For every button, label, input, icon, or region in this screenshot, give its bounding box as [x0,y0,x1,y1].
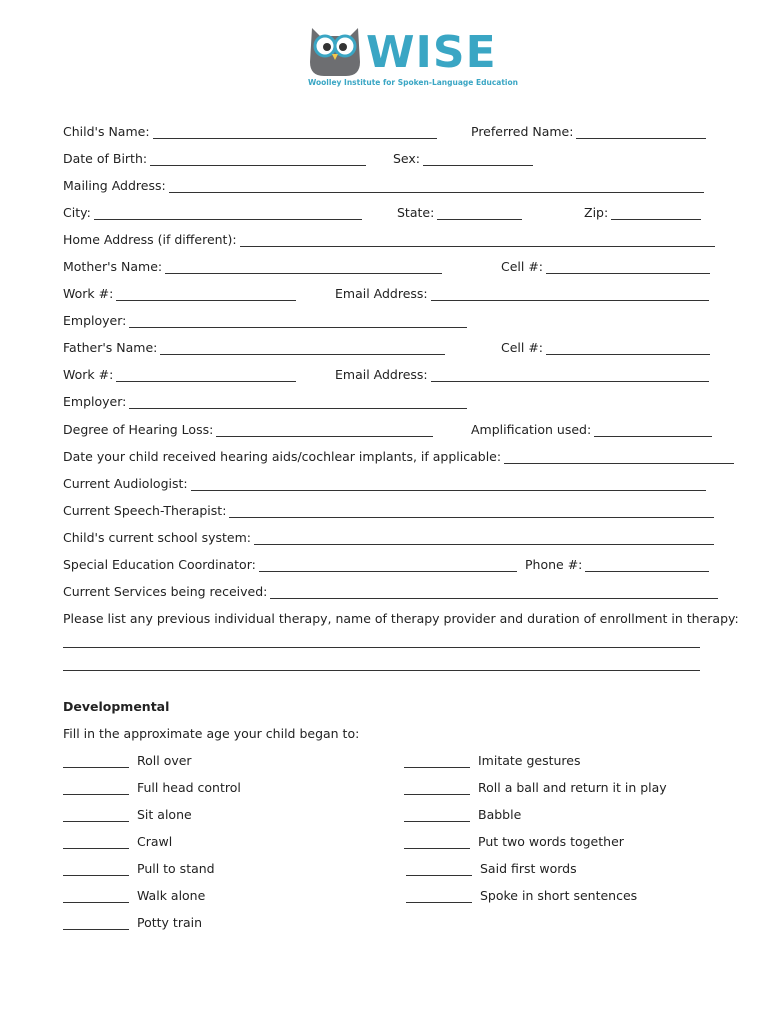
milestone-age-input[interactable] [404,756,470,768]
milestone-label: Babble [478,807,522,822]
father-cell-field [501,340,710,355]
sex-field [393,151,533,166]
services-label: Current Services being received: [63,584,268,599]
city-field [63,205,362,220]
mothers-name-field [63,259,442,274]
audiologist-label: Current Audiologist: [63,476,188,491]
phone-label: Phone #: [525,557,583,572]
milestone-left-item [63,915,202,930]
zip-field [584,205,701,220]
milestone-label: Potty train [137,915,203,930]
childs-name-input[interactable] [153,127,437,139]
milestone-label: Sit alone [137,807,192,822]
speech-therapist-label: Current Speech-Therapist: [63,503,227,518]
date-received-field [63,449,734,464]
sped-coordinator-input[interactable] [259,560,517,572]
milestone-age-input[interactable] [404,783,470,795]
hearing-loss-label: Degree of Hearing Loss: [63,422,214,437]
milestone-age-input[interactable] [404,810,470,822]
amplification-input[interactable] [594,425,712,437]
amplification-field [471,422,712,437]
milestone-label: Spoke in short sentences [480,888,638,903]
milestone-age-input[interactable] [63,810,129,822]
mother-cell-field [501,259,710,274]
milestone-label: Said first words [480,861,577,876]
fathers-name-label: Father's Name: [63,340,158,355]
father-employer-label: Employer: [63,394,127,409]
previous-therapy-line-2[interactable] [63,670,700,671]
father-email-input[interactable] [431,370,709,382]
mailing-address-input[interactable] [169,181,704,193]
hearing-loss-field [63,422,433,437]
state-field [397,205,522,220]
phone-input[interactable] [585,560,709,572]
father-email-field [335,367,709,382]
logo-subtitle: Woolley Institute for Spoken-Language Education [308,78,518,87]
father-work-field [63,367,296,382]
owl-logo-icon [306,22,364,78]
city-input[interactable] [94,208,362,220]
father-work-label: Work #: [63,367,114,382]
speech-therapist-field [63,503,714,518]
mailing-address-field [63,178,704,193]
mother-employer-input[interactable] [129,316,467,328]
milestone-right-item [404,807,521,822]
mothers-name-input[interactable] [165,262,442,274]
milestone-label: Roll over [137,753,192,768]
sped-coordinator-label: Special Education Coordinator: [63,557,256,572]
sex-input[interactable] [423,154,533,166]
father-cell-input[interactable] [546,343,710,355]
fathers-name-field [63,340,445,355]
previous-therapy-label: Please list any previous individual therapy, name of therapy provider and duration of enrollment in therapy: [63,611,739,626]
mother-cell-label: Cell #: [501,259,544,274]
father-email-label: Email Address: [335,367,428,382]
milestone-left-item [63,753,192,768]
date-received-label: Date your child received hearing aids/cochlear implants, if applicable: [63,449,502,464]
milestone-age-input[interactable] [63,918,129,930]
phone-field [525,557,709,572]
milestone-age-input[interactable] [63,864,129,876]
home-address-input[interactable] [240,235,715,247]
milestone-age-input[interactable] [404,837,470,849]
father-work-input[interactable] [116,370,296,382]
developmental-heading: Developmental [63,699,170,714]
milestone-right-item [404,834,624,849]
childs-name-label: Child's Name: [63,124,150,139]
milestone-label: Imitate gestures [478,753,581,768]
preferred-name-label: Preferred Name: [471,124,574,139]
preferred-name-field [471,124,706,139]
milestone-age-input[interactable] [406,891,472,903]
milestone-age-input[interactable] [63,783,129,795]
city-label: City: [63,205,91,220]
home-address-label: Home Address (if different): [63,232,237,247]
previous-therapy-line-1[interactable] [63,647,700,648]
milestone-left-item [63,780,241,795]
milestone-label: Full head control [137,780,241,795]
dob-input[interactable] [150,154,366,166]
milestone-age-input[interactable] [63,756,129,768]
milestone-label: Pull to stand [137,861,215,876]
mother-work-label: Work #: [63,286,114,301]
milestone-left-item [63,888,205,903]
milestone-right-item [406,861,577,876]
mother-email-input[interactable] [431,289,709,301]
hearing-loss-input[interactable] [216,425,433,437]
milestone-age-input[interactable] [406,864,472,876]
dob-label: Date of Birth: [63,151,148,166]
milestone-left-item [63,807,192,822]
audiologist-input[interactable] [191,479,706,491]
mother-email-label: Email Address: [335,286,428,301]
logo-wordmark: WISE [366,27,497,78]
services-field [63,584,718,599]
fathers-name-input[interactable] [160,343,445,355]
mother-work-field [63,286,296,301]
zip-input[interactable] [611,208,701,220]
state-input[interactable] [437,208,522,220]
mother-cell-input[interactable] [546,262,710,274]
mother-email-field [335,286,709,301]
mother-employer-label: Employer: [63,313,127,328]
milestone-left-item [63,861,215,876]
sped-coordinator-field [63,557,517,572]
school-system-field [63,530,714,545]
preferred-name-input[interactable] [576,127,706,139]
milestone-label: Crawl [137,834,173,849]
services-input[interactable] [270,587,718,599]
mother-employer-field [63,313,467,328]
amplification-label: Amplification used: [471,422,592,437]
milestone-label: Put two words together [478,834,624,849]
milestone-left-item [63,834,172,849]
mother-work-input[interactable] [116,289,296,301]
mailing-address-label: Mailing Address: [63,178,166,193]
milestone-label: Roll a ball and return it in play [478,780,667,795]
dob-field [63,151,366,166]
mothers-name-label: Mother's Name: [63,259,163,274]
date-received-input[interactable] [504,452,734,464]
father-employer-field [63,394,467,409]
speech-therapist-input[interactable] [229,506,714,518]
zip-label: Zip: [584,205,609,220]
home-address-field [63,232,715,247]
milestone-label: Walk alone [137,888,206,903]
school-system-label: Child's current school system: [63,530,251,545]
state-label: State: [397,205,435,220]
school-system-input[interactable] [254,533,714,545]
audiologist-field [63,476,706,491]
father-employer-input[interactable] [129,397,467,409]
developmental-instruction: Fill in the approximate age your child began to: [63,726,360,741]
milestone-right-item [404,753,581,768]
milestone-right-item [404,780,667,795]
father-cell-label: Cell #: [501,340,544,355]
milestone-age-input[interactable] [63,837,129,849]
milestone-age-input[interactable] [63,891,129,903]
sex-label: Sex: [393,151,421,166]
wise-logo [306,22,518,92]
childs-name-field [63,124,437,139]
milestone-right-item [406,888,637,903]
